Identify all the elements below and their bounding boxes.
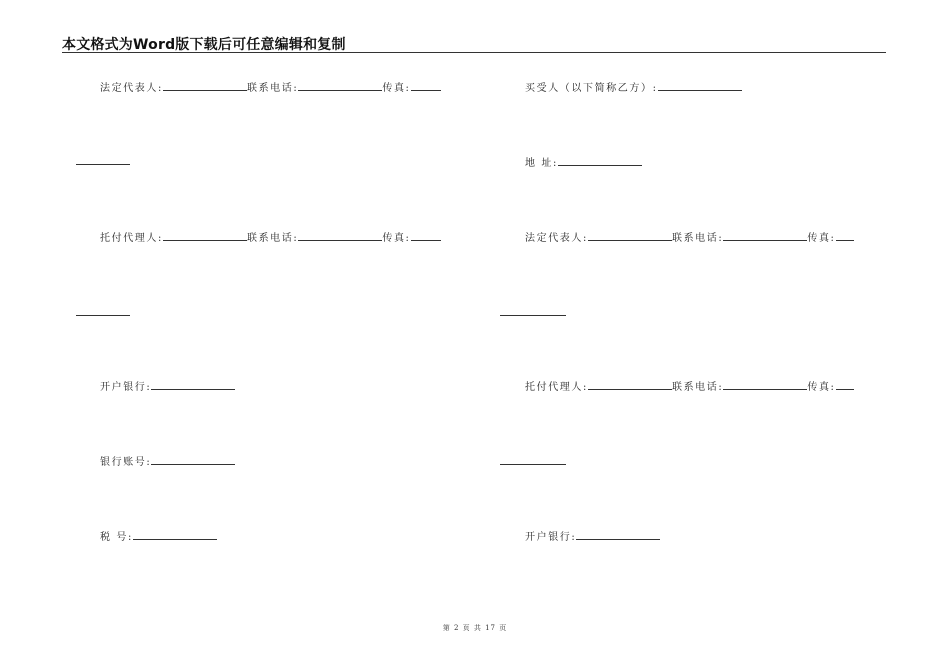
fax-blank-continuation: [76, 164, 130, 165]
header-divider: [62, 52, 886, 53]
fax-blank-continuation: [76, 315, 130, 316]
left-tax-line: [100, 529, 217, 544]
address-blank: [558, 155, 642, 166]
left-account-line: [100, 454, 235, 469]
left-legal-rep-line: [100, 80, 441, 95]
right-address-line: [525, 155, 642, 170]
account-blank: [151, 454, 235, 465]
legal-rep-label: 法定代表人:: [525, 233, 588, 244]
bank-blank: [151, 379, 235, 390]
bank-blank: [576, 529, 660, 540]
fax-label: 传真:: [807, 382, 836, 393]
fax-blank: [411, 230, 441, 241]
right-agent-line: [525, 379, 854, 394]
fax-label: 传真:: [807, 233, 836, 244]
right-legal-rep-line: [525, 230, 854, 245]
phone-blank: [298, 80, 382, 91]
document-header-title: 本文格式为Word版下载后可任意编辑和复制: [62, 37, 346, 53]
bank-label: 开户银行:: [100, 382, 152, 393]
agent-label: 托付代理人:: [525, 382, 588, 393]
phone-blank: [723, 230, 807, 241]
bank-label: 开户银行:: [525, 532, 577, 543]
agent-blank: [163, 230, 247, 241]
fax-blank: [836, 230, 854, 241]
right-bank-line: [525, 529, 660, 544]
legal-rep-label: 法定代表人:: [100, 83, 163, 94]
fax-blank-continuation: [500, 464, 566, 465]
phone-label: 联系电话:: [671, 233, 724, 244]
address-label: 地 址:: [525, 158, 558, 169]
agent-label: 托付代理人:: [100, 233, 163, 244]
buyer-label: 买受人（以下简称乙方）:: [525, 83, 658, 94]
left-agent-line: [100, 230, 441, 245]
page-number-footer: 第 2 页 共 17 页: [442, 624, 508, 632]
agent-blank: [588, 379, 672, 390]
tax-label: 税 号:: [100, 532, 133, 543]
fax-label: 传真:: [382, 83, 411, 94]
right-buyer-line: [525, 80, 742, 95]
phone-label: 联系电话:: [671, 382, 724, 393]
phone-blank: [298, 230, 382, 241]
phone-blank: [723, 379, 807, 390]
tax-blank: [133, 529, 217, 540]
fax-label: 传真:: [382, 233, 411, 244]
left-bank-line: [100, 379, 235, 394]
phone-label: 联系电话:: [246, 83, 299, 94]
legal-rep-blank: [588, 230, 672, 241]
buyer-blank: [658, 80, 742, 91]
fax-blank: [836, 379, 854, 390]
fax-blank: [411, 80, 441, 91]
account-label: 银行账号:: [100, 457, 152, 468]
legal-rep-blank: [163, 80, 247, 91]
phone-label: 联系电话:: [246, 233, 299, 244]
fax-blank-continuation: [500, 315, 566, 316]
